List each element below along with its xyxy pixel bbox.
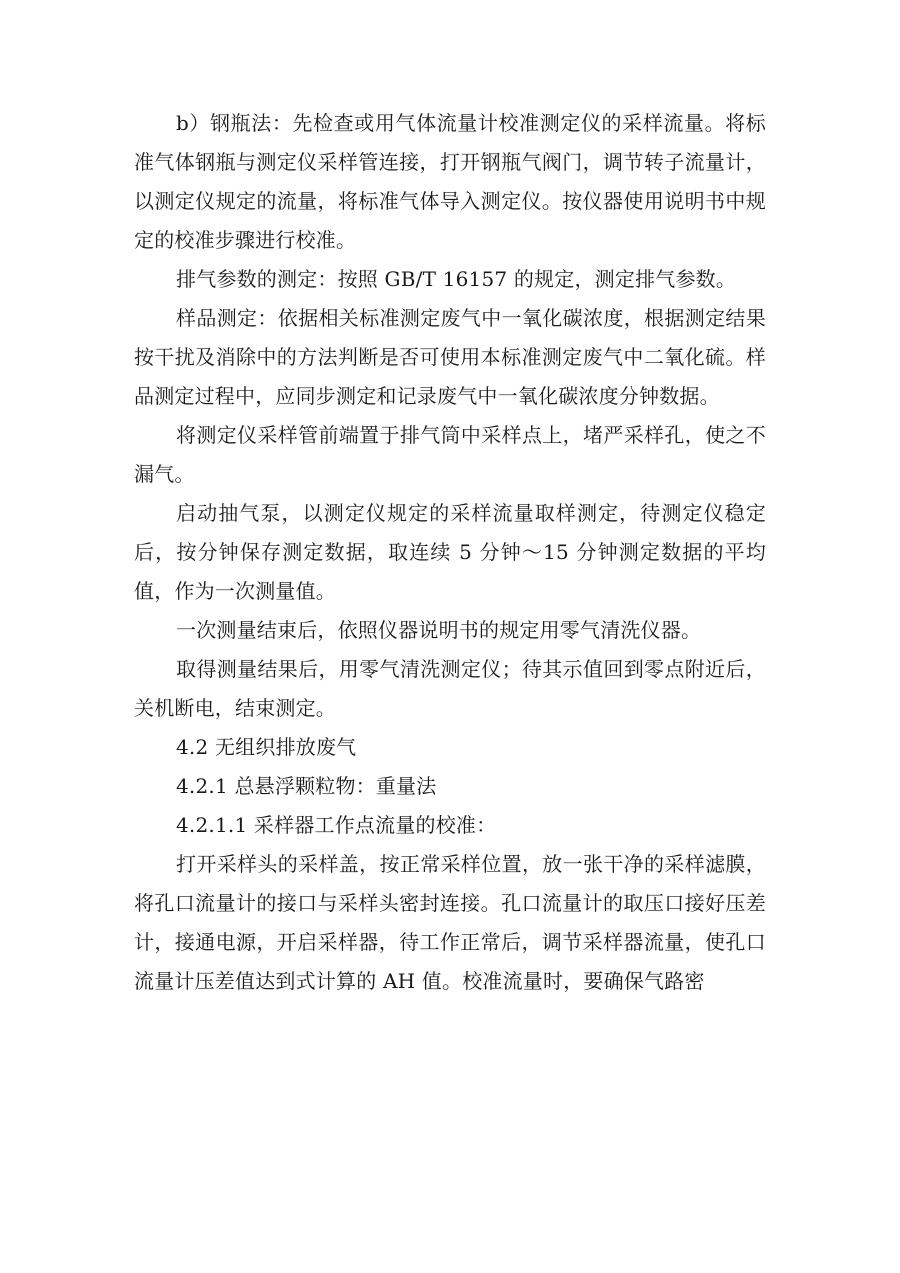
paragraph-clean-after-measurement: 一次测量结束后，依照仪器说明书的规定用零气清洗仪器。 bbox=[176, 618, 702, 642]
document-page bbox=[134, 104, 766, 1001]
heading-4-2-1-1: 4.2.1.1 采样器工作点流量的校准： bbox=[176, 813, 497, 837]
paragraph-exhaust-parameters: 排气参数的测定：按照 GB/T 16157 的规定，测定排气参数。 bbox=[176, 267, 737, 291]
paragraph-start-pump: 启动抽气泵，以测定仪规定的采样流量取样测定，待测定仪稳定后，按分钟保存测定数据，取连续 5 分钟～15 分钟测定数据的平均值，作为一次测量值。 bbox=[134, 501, 766, 603]
paragraph-flow-calibration: 打开采样头的采样盖，按正常采样位置，放一张干净的采样滤膜，将孔口流量计的接口与采样头密封连接。孔口流量计的取压口接好压差计，接通电源，开启采样器，待工作正常后，调节采样器流量，使孔口流量计压差值达到式计算的 AH 值。校准流量时，要确保气路密 bbox=[134, 852, 766, 993]
paragraph-sample-measurement: 样品测定：依据相关标准测定废气中一氧化碳浓度，根据测定结果按干扰及消除中的方法判断是否可使用本标准测定废气中二氧化硫。样品测定过程中，应同步测定和记录废气中一氧化碳浓度分钟数据。 bbox=[134, 306, 766, 408]
paragraph-shutdown: 取得测量结果后，用零气清洗测定仪；待其示值回到零点附近后，关机断电，结束测定。 bbox=[134, 657, 766, 720]
paragraph-cylinder-method: b）钢瓶法：先检查或用气体流量计校准测定仪的采样流量。将标准气体钢瓶与测定仪采样管连接，打开钢瓶气阀门，调节转子流量计，以测定仪规定的流量，将标准气体导入测定仪。按仪器使用说明书中规定的校准步骤进行校准。 bbox=[134, 111, 766, 252]
paragraph-probe-placement: 将测定仪采样管前端置于排气筒中采样点上，堵严采样孔，使之不漏气。 bbox=[134, 423, 766, 486]
heading-4-2: 4.2 无组织排放废气 bbox=[176, 735, 357, 759]
heading-4-2-1: 4.2.1 总悬浮颗粒物：重量法 bbox=[176, 774, 437, 798]
